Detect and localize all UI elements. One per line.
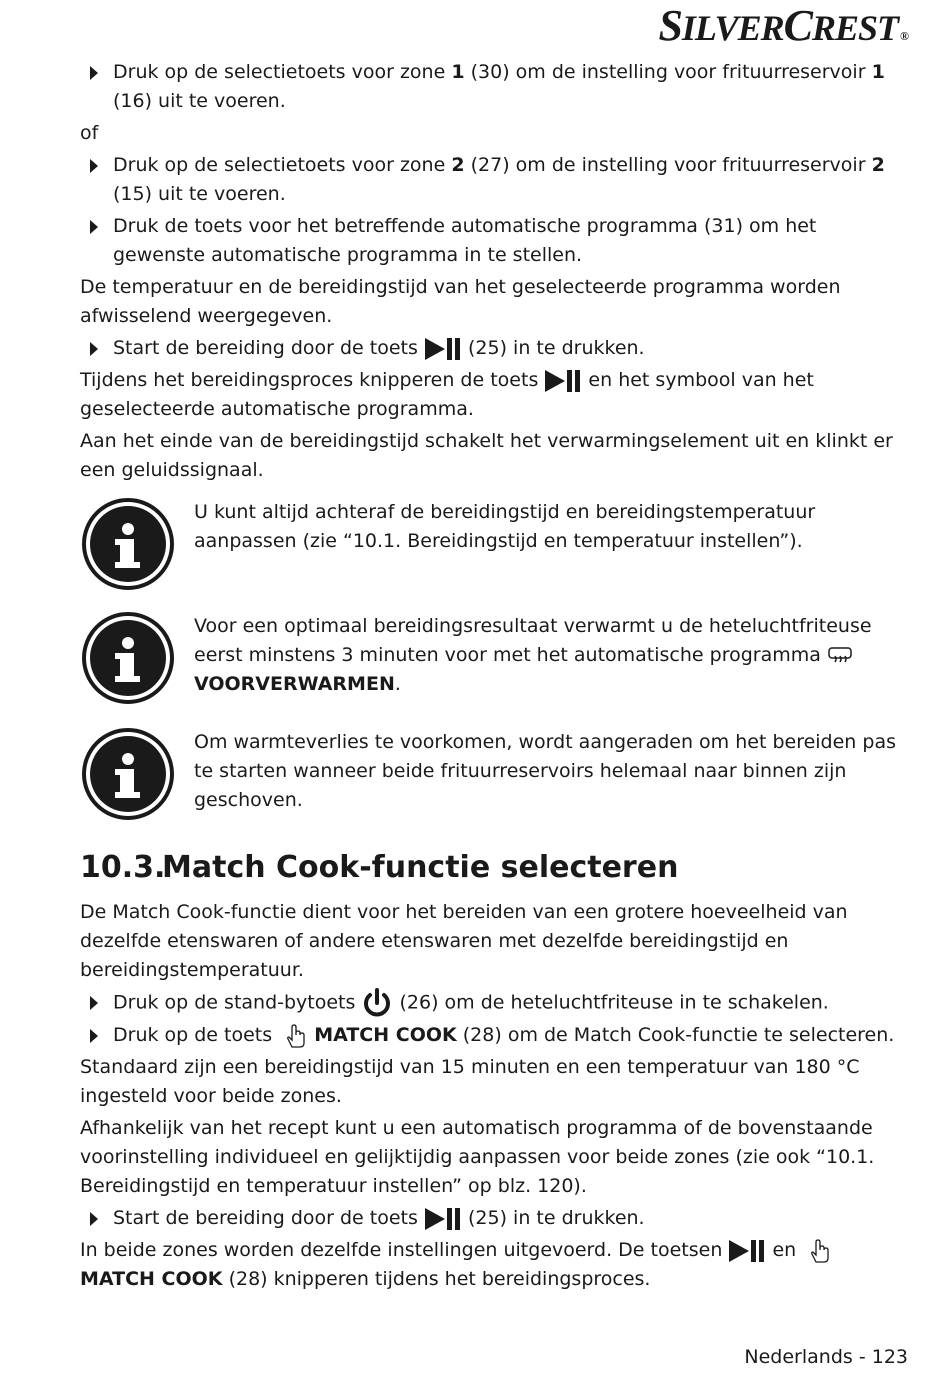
bullet-triangle-icon: [90, 1029, 98, 1043]
paragraph: In beide zones worden dezelfde instellingen uitgevoerd. De toetsen en MATCH COOK (28) knipperen tijdens het bereidingsproces.: [80, 1236, 908, 1294]
info-text: Voor een optimaal bereidingsresultaat verwarmt u de heteluchtfriteuse eerst minstens 3 minuten voor met het automatische programma VOORVERWARMEN.: [194, 615, 872, 695]
paragraph: De temperatuur en de bereidingstijd van het geselecteerde programma worden afwisselend weergegeven.: [80, 276, 841, 327]
brand-logo: [658, 2, 908, 52]
info-icon: [82, 612, 174, 704]
list-item: Start de bereiding door de toets (25) in te drukken.: [80, 1204, 908, 1233]
bullet-triangle-icon: [90, 996, 98, 1010]
play-pause-icon: [424, 337, 462, 361]
info-icon: [82, 728, 174, 820]
info-note: [80, 612, 908, 712]
info-icon: [82, 498, 174, 590]
bullet-triangle-icon: [90, 66, 98, 80]
info-text: U kunt altijd achteraf de bereidingstijd en bereidingstemperatuur aanpassen (zie “10.1. Bereidingstijd en temperatuur instellen”).: [194, 501, 816, 552]
paragraph: Tijdens het bereidingsproces knipperen de toets en het symbool van het geselecteerde automatische programma.: [80, 369, 814, 420]
info-note: [80, 728, 908, 828]
bullet-triangle-icon: [90, 342, 98, 356]
list-item: Druk op de selectietoets voor zone 2 (27) om de instelling voor frituurreservoir 2 (15) uit te voeren.: [80, 151, 908, 209]
or-text: of: [80, 122, 99, 144]
bullet-triangle-icon: [90, 1212, 98, 1226]
section-body: [80, 898, 908, 1294]
brand-logo-text: SILVERCREST: [658, 1, 899, 50]
list-item: Druk op de stand-bytoets (26) om de heteluchtfriteuse in te schakelen.: [80, 988, 908, 1018]
bullet-triangle-icon: [90, 159, 98, 173]
info-text: Om warmteverlies te voorkomen, wordt aangeraden om het bereiden pas te starten wanneer beide frituurreservoirs helemaal naar binnen zijn geschoven.: [194, 731, 896, 811]
bullet-triangle-icon: [90, 220, 98, 234]
section-title: Match Cook-functie selecteren: [162, 850, 679, 885]
play-pause-icon: [728, 1239, 766, 1263]
registered-mark: ®: [900, 29, 908, 43]
play-pause-icon: [424, 1207, 462, 1231]
list-item: Start de bereiding door de toets (25) in te drukken.: [80, 334, 908, 363]
power-icon: [361, 988, 393, 1018]
play-pause-icon: [544, 369, 582, 393]
preheat-program-icon: [827, 645, 853, 667]
list-item: Druk op de toets MATCH COOK (28) om de Match Cook-functie te selecteren.: [80, 1021, 908, 1050]
paragraph: Afhankelijk van het recept kunt u een automatisch programma of de bovenstaande voorinstelling individueel en gelijktijdig aanpassen voor beide zones (zie ook “10.1. Bereidingstijd en temperatuur instellen” op blz. 120).: [80, 1117, 875, 1197]
intro-block: [80, 58, 908, 485]
list-item: Druk de toets voor het betreffende automatische programma (31) om het gewenste automatische programma in te stellen.: [80, 212, 908, 270]
hand-touch-icon: [278, 1023, 314, 1049]
section-number: 10.3.: [80, 850, 166, 885]
list-item: Druk op de selectietoets voor zone 1 (30) om de instelling voor frituurreservoir 1 (16) uit te voeren.: [80, 58, 908, 116]
paragraph: Aan het einde van de bereidingstijd schakelt het verwarmingselement uit en klinkt er een geluidssignaal.: [80, 430, 893, 481]
page-footer: Nederlands - 123: [744, 1346, 908, 1368]
hand-touch-icon: [802, 1238, 838, 1264]
info-note: [80, 498, 908, 598]
section-heading: [80, 848, 678, 888]
paragraph: De Match Cook-functie dient voor het bereiden van een grotere hoeveelheid van dezelfde etenswaren of andere etenswaren met dezelfde bereidingstijd en bereidingstemperatuur.: [80, 901, 848, 981]
paragraph: Standaard zijn een bereidingstijd van 15 minuten en een temperatuur van 180 °C ingesteld voor beide zones.: [80, 1056, 860, 1107]
